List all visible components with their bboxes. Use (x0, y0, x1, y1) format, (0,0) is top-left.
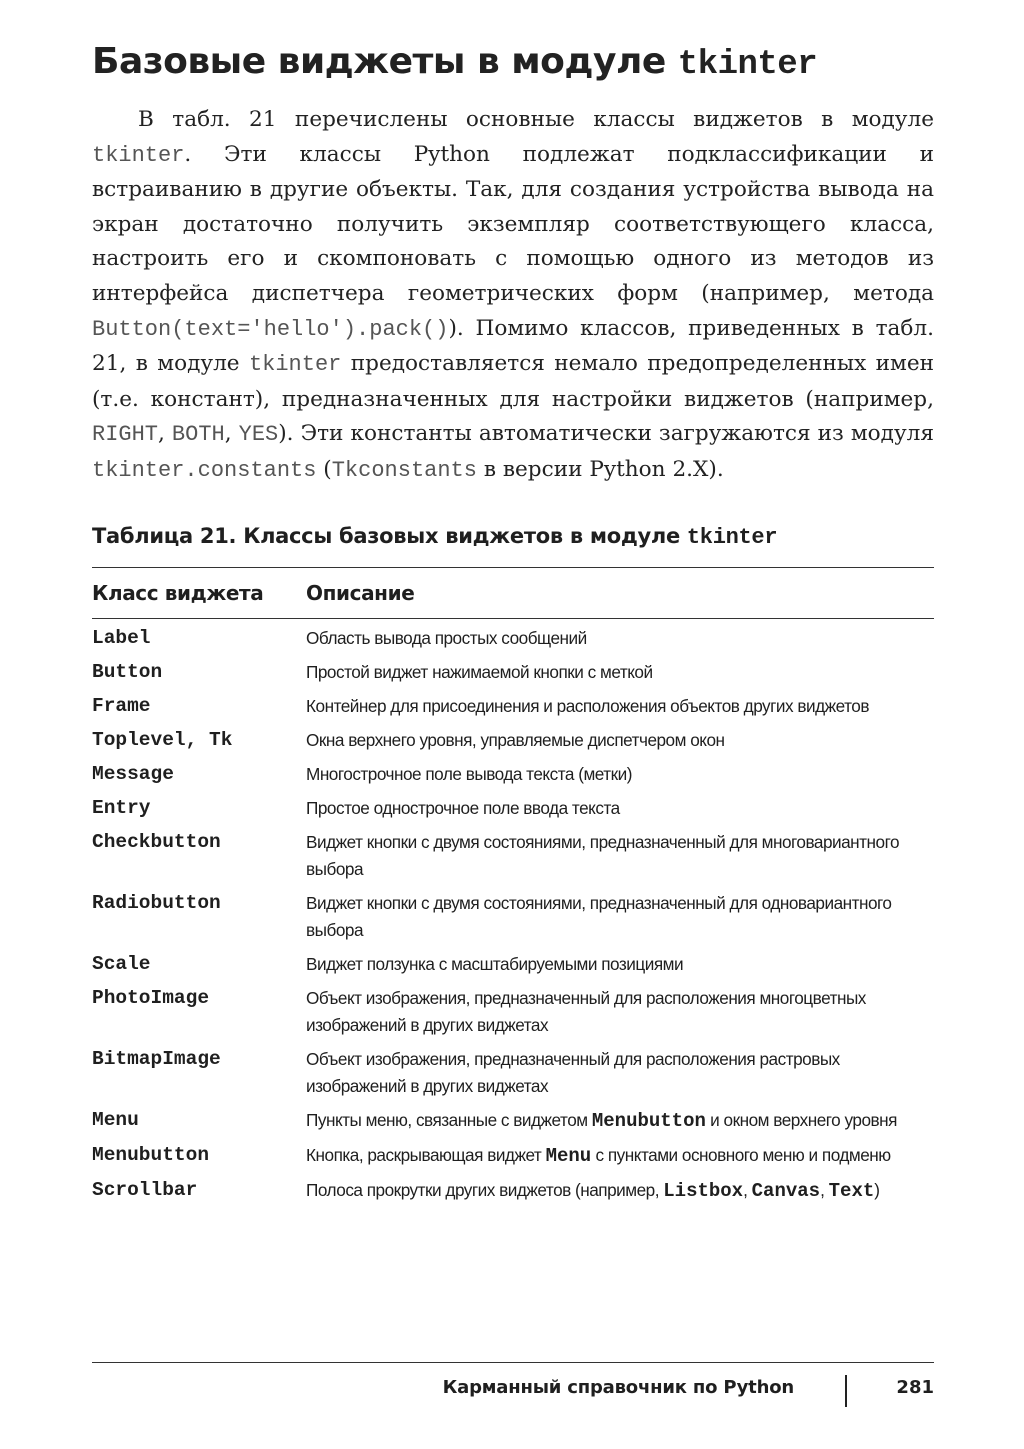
table-row (92, 951, 934, 978)
widget-class-name: Scale (92, 952, 151, 975)
paragraph-code: tkinter (92, 142, 185, 168)
table-caption-code: tkinter (686, 524, 778, 550)
table-row (92, 1142, 934, 1170)
description-code: Canvas (751, 1179, 821, 1202)
section-heading-text: Базовые виджеты в модуле (92, 41, 678, 82)
table-row (92, 890, 934, 944)
widget-description (306, 659, 934, 686)
widget-class-name: Message (92, 762, 174, 785)
description-text: Виджет кнопки с двумя состояниями, предназначенный для одновариантного выбора (306, 892, 892, 940)
paragraph-code: tkinter (248, 352, 342, 378)
widget-class-name: Entry (92, 796, 151, 819)
widget-description (306, 795, 934, 822)
description-text: , (743, 1179, 752, 1200)
book-title: Карманный справочник по Python (442, 1377, 794, 1398)
widget-description (306, 829, 934, 883)
table-row (92, 693, 934, 720)
table-caption (92, 521, 934, 553)
widget-class-name: Menu (92, 1108, 139, 1131)
column-header-class: Класс виджета (92, 580, 264, 605)
widget-description (306, 1142, 934, 1170)
widget-description (306, 985, 934, 1039)
description-code: Listbox (663, 1179, 744, 1202)
description-text: Пункты меню, связанные с виджетом (306, 1109, 592, 1130)
description-text: Кнопка, раскрывающая виджет (306, 1144, 546, 1165)
footer-separator (845, 1375, 847, 1407)
table-row (92, 795, 934, 822)
paragraph-code: tkinter.constants (92, 457, 317, 483)
widget-description (306, 761, 934, 788)
section-heading (92, 38, 934, 89)
paragraph-text: . Эти классы Python подлежат подклассификации и встраиванию в другие объекты. Так, для создания устройства вывода на экран достаточно получить экземпляр соответствующего класса, настроить его и скомпоновать с помощью одного из методов из интерфейса диспетчера геометрических форм (например, метода (92, 141, 934, 306)
paragraph-text: , (224, 421, 239, 447)
description-text: и окном верхнего уровня (705, 1109, 897, 1130)
table-row (92, 829, 934, 883)
description-text: Объект изображения, предназначенный для расположения многоцветных изображений в других виджетах (306, 987, 866, 1035)
paragraph-text: ). Помимо классов, приведенных в табл. 21, в модуле (92, 315, 934, 377)
widget-class-name: BitmapImage (92, 1047, 221, 1070)
description-code: Text (828, 1179, 875, 1202)
paragraph-code: Tkconstants (331, 457, 477, 483)
widget-description (306, 625, 934, 652)
description-text: Область вывода простых сообщений (306, 627, 587, 648)
paragraph-text: ). Эти константы автоматически загружаются из модуля (278, 421, 934, 447)
paragraph-code: RIGHT (92, 422, 159, 448)
paragraph-text: предоставляется немало предопределенных имен (т.е. констант), предназначенных для настройки виджетов (например, (92, 351, 934, 412)
table-body (92, 619, 934, 1205)
table-row (92, 727, 934, 754)
widget-class-name: Checkbutton (92, 830, 221, 853)
description-text: Многострочное поле вывода текста (метки) (306, 763, 632, 784)
widget-description (306, 951, 934, 978)
paragraph-code: Button(text='hello').pack() (92, 316, 449, 342)
widget-class-name: Button (92, 660, 163, 683)
widget-class-name: Scrollbar (92, 1178, 198, 1201)
table-row (92, 1107, 934, 1135)
paragraph-code: YES (238, 422, 279, 448)
description-text: Окна верхнего уровня, управляемые диспетчером окон (306, 729, 725, 750)
description-code: Menu (545, 1144, 592, 1167)
widget-class-name: Frame (92, 694, 151, 717)
description-text: с пунктами основного меню и подменю (591, 1144, 891, 1165)
widget-description (306, 1046, 934, 1100)
paragraph-text: в версии Python 2.X). (476, 456, 724, 482)
widget-description (306, 693, 934, 720)
widget-description (306, 1107, 934, 1135)
table-row (92, 659, 934, 686)
paragraph-text: , (158, 421, 172, 447)
widget-class-name: PhotoImage (92, 986, 210, 1009)
table-header (92, 568, 934, 618)
description-text: ) (874, 1179, 880, 1200)
body-paragraph (92, 103, 934, 489)
table-row (92, 985, 934, 1039)
table-row (92, 625, 934, 652)
widget-description (306, 727, 934, 754)
widget-class-name: Radiobutton (92, 891, 221, 914)
table-caption-text: Таблица 21. Классы базовых виджетов в модуле (92, 523, 687, 548)
table-row (92, 761, 934, 788)
description-text: Виджет ползунка с масштабируемыми позициями (306, 953, 684, 974)
widget-description (306, 890, 934, 944)
paragraph-text: В табл. 21 перечислены основные классы виджетов в модуле (138, 107, 934, 132)
description-text: Простой виджет нажимаемой кнопки с меткой (306, 661, 653, 682)
description-text: , (820, 1179, 829, 1200)
paragraph-code: BOTH (171, 422, 225, 448)
widget-description (306, 1177, 934, 1205)
widget-class-name: Label (92, 626, 151, 649)
page-number: 281 (896, 1377, 934, 1398)
description-text: Простое однострочное поле ввода текста (306, 797, 620, 818)
widget-class-name: Menubutton (92, 1143, 210, 1166)
section-heading-code: tkinter (677, 46, 818, 84)
widget-class-name: Toplevel, Tk (92, 728, 233, 751)
description-code: Menubutton (591, 1109, 706, 1132)
page-content (92, 38, 934, 1212)
description-text: Объект изображения, предназначенный для расположения растровых изображений в других виджетах (306, 1048, 840, 1096)
column-header-description: Описание (306, 580, 415, 605)
description-text: Виджет кнопки с двумя состояниями, предназначенный для многовариантного выбора (306, 831, 900, 879)
description-text: Полоса прокрутки других виджетов (например, (306, 1179, 664, 1200)
table-row (92, 1046, 934, 1100)
description-text: Контейнер для присоединения и расположения объектов других виджетов (306, 695, 870, 716)
paragraph-text: ( (316, 456, 332, 482)
table-row (92, 1177, 934, 1205)
page-footer (92, 1362, 934, 1413)
